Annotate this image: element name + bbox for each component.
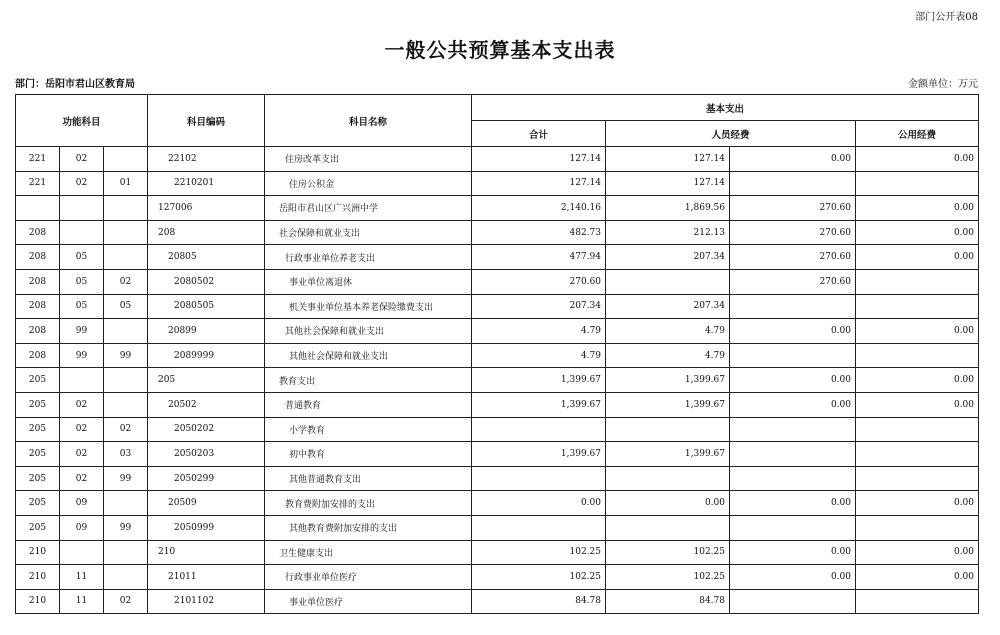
subject-name-cell: 教育费附加安排的支出 (265, 491, 472, 516)
total-cell: 102.25 (472, 540, 606, 565)
budget-table (15, 94, 979, 614)
public-cell: 0.00 (856, 368, 979, 393)
func-class-cell: 208 (16, 220, 60, 245)
func-class-cell: 208 (16, 319, 60, 344)
subject-code-cell: 2101102 (148, 589, 265, 614)
func-section-cell: 11 (60, 565, 104, 590)
personnel-cell: 1,399.67 (606, 392, 730, 417)
col-subject-code: 科目编码 (148, 95, 265, 147)
func-class-cell: 210 (16, 589, 60, 614)
func-class-cell: 205 (16, 368, 60, 393)
table-row (16, 417, 979, 442)
total-cell (472, 466, 606, 491)
col-personnel: 人员经费 (606, 121, 856, 147)
table-body (16, 147, 979, 614)
table-row (16, 392, 979, 417)
subject-code-cell: 2080502 (148, 269, 265, 294)
personnel-cell (606, 417, 730, 442)
subject-name-cell: 岳阳市君山区广兴洲中学 (265, 196, 472, 221)
func-item-cell: 01 (104, 171, 148, 196)
func-section-cell: 02 (60, 417, 104, 442)
func-item-cell (104, 565, 148, 590)
func-section-cell (60, 540, 104, 565)
public-cell: 0.00 (856, 491, 979, 516)
subject-code-cell: 2050202 (148, 417, 265, 442)
func-section-cell: 11 (60, 589, 104, 614)
subject-name-cell: 事业单位离退休 (265, 269, 472, 294)
total-cell: 127.14 (472, 171, 606, 196)
department-label: 部门：岳阳市君山区教育局 (15, 79, 135, 90)
public-cell (856, 589, 979, 614)
func-item-cell (104, 491, 148, 516)
subject-code-cell: 205 (148, 368, 265, 393)
personnel-cell: 207.34 (606, 294, 730, 319)
table-row (16, 565, 979, 590)
func-class-cell: 221 (16, 147, 60, 172)
personnel-cell: 212.13 (606, 220, 730, 245)
subject-code-cell: 2210201 (148, 171, 265, 196)
subject-name-cell: 其他社会保障和就业支出 (265, 319, 472, 344)
func-section-cell: 02 (60, 442, 104, 467)
total-cell: 477.94 (472, 245, 606, 270)
public-cell (856, 417, 979, 442)
personnel-cell: 84.78 (606, 589, 730, 614)
table-row (16, 442, 979, 467)
func-class-cell: 205 (16, 392, 60, 417)
func-section-cell: 02 (60, 147, 104, 172)
func-section-cell: 02 (60, 392, 104, 417)
subject-code-cell: 2050203 (148, 442, 265, 467)
subject-code-cell: 2050299 (148, 466, 265, 491)
func-item-cell (104, 368, 148, 393)
personnel-extra-cell: 270.60 (730, 220, 856, 245)
subject-code-cell: 127006 (148, 196, 265, 221)
total-cell (472, 417, 606, 442)
personnel-extra-cell (730, 417, 856, 442)
func-section-cell: 09 (60, 515, 104, 540)
func-section-cell (60, 196, 104, 221)
form-code-label: 部门公开表08 (915, 12, 978, 23)
func-item-cell: 03 (104, 442, 148, 467)
func-item-cell (104, 147, 148, 172)
func-class-cell: 205 (16, 466, 60, 491)
subject-name-cell: 住房改革支出 (265, 147, 472, 172)
personnel-extra-cell: 270.60 (730, 269, 856, 294)
personnel-extra-cell: 0.00 (730, 368, 856, 393)
total-cell: 102.25 (472, 565, 606, 590)
func-item-cell (104, 245, 148, 270)
personnel-cell: 1,399.67 (606, 442, 730, 467)
personnel-cell: 1,869.56 (606, 196, 730, 221)
total-cell (472, 515, 606, 540)
table-row (16, 171, 979, 196)
subject-code-cell: 2050999 (148, 515, 265, 540)
func-section-cell (60, 220, 104, 245)
table-row (16, 515, 979, 540)
personnel-cell: 1,399.67 (606, 368, 730, 393)
personnel-cell (606, 269, 730, 294)
personnel-extra-cell (730, 343, 856, 368)
total-cell: 482.73 (472, 220, 606, 245)
public-cell: 0.00 (856, 319, 979, 344)
subject-code-cell: 22102 (148, 147, 265, 172)
func-section-cell (60, 368, 104, 393)
total-cell: 1,399.67 (472, 392, 606, 417)
col-subject-name: 科目名称 (265, 95, 472, 147)
subject-name-cell: 初中教育 (265, 442, 472, 467)
func-item-cell: 02 (104, 417, 148, 442)
personnel-extra-cell (730, 466, 856, 491)
subject-name-cell: 小学教育 (265, 417, 472, 442)
public-cell (856, 343, 979, 368)
personnel-extra-cell (730, 442, 856, 467)
subject-name-cell: 教育支出 (265, 368, 472, 393)
personnel-extra-cell: 270.60 (730, 245, 856, 270)
personnel-extra-cell (730, 294, 856, 319)
personnel-extra-cell (730, 171, 856, 196)
personnel-cell (606, 515, 730, 540)
total-cell: 270.60 (472, 269, 606, 294)
personnel-cell (606, 466, 730, 491)
personnel-extra-cell: 0.00 (730, 319, 856, 344)
public-cell (856, 515, 979, 540)
subject-name-cell: 事业单位医疗 (265, 589, 472, 614)
public-cell (856, 442, 979, 467)
public-cell: 0.00 (856, 392, 979, 417)
table-row (16, 196, 979, 221)
public-cell: 0.00 (856, 147, 979, 172)
personnel-cell: 4.79 (606, 343, 730, 368)
table-row (16, 319, 979, 344)
personnel-extra-cell: 0.00 (730, 147, 856, 172)
total-cell: 1,399.67 (472, 368, 606, 393)
func-item-cell: 99 (104, 343, 148, 368)
func-class-cell: 205 (16, 442, 60, 467)
total-cell: 84.78 (472, 589, 606, 614)
subject-name-cell: 行政事业单位医疗 (265, 565, 472, 590)
subject-code-cell: 20805 (148, 245, 265, 270)
personnel-cell: 0.00 (606, 491, 730, 516)
func-section-cell: 05 (60, 245, 104, 270)
subject-name-cell: 机关事业单位基本养老保险缴费支出 (265, 294, 472, 319)
total-cell: 4.79 (472, 319, 606, 344)
subject-name-cell: 其他普通教育支出 (265, 466, 472, 491)
subject-name-cell: 社会保障和就业支出 (265, 220, 472, 245)
subject-code-cell: 210 (148, 540, 265, 565)
public-cell (856, 466, 979, 491)
table-row (16, 491, 979, 516)
page-title: 一般公共预算基本支出表 (384, 38, 616, 62)
col-func-subject: 功能科目 (16, 95, 148, 147)
func-class-cell: 208 (16, 245, 60, 270)
subject-code-cell: 20502 (148, 392, 265, 417)
col-total: 合计 (472, 121, 606, 147)
func-class-cell: 210 (16, 540, 60, 565)
public-cell: 0.00 (856, 220, 979, 245)
col-public: 公用经费 (856, 121, 979, 147)
public-cell: 0.00 (856, 245, 979, 270)
table-row (16, 540, 979, 565)
personnel-extra-cell (730, 515, 856, 540)
table-row (16, 368, 979, 393)
table-row (16, 466, 979, 491)
subject-name-cell: 卫生健康支出 (265, 540, 472, 565)
func-class-cell: 205 (16, 491, 60, 516)
func-section-cell: 05 (60, 294, 104, 319)
total-cell: 4.79 (472, 343, 606, 368)
total-cell: 207.34 (472, 294, 606, 319)
func-section-cell: 09 (60, 491, 104, 516)
personnel-cell: 207.34 (606, 245, 730, 270)
func-section-cell: 99 (60, 343, 104, 368)
subject-name-cell: 其他社会保障和就业支出 (265, 343, 472, 368)
header-row-1 (16, 95, 979, 121)
subject-name-cell: 普通教育 (265, 392, 472, 417)
public-cell (856, 294, 979, 319)
func-class-cell: 205 (16, 417, 60, 442)
func-item-cell: 02 (104, 589, 148, 614)
func-class-cell: 208 (16, 294, 60, 319)
public-cell: 0.00 (856, 540, 979, 565)
total-cell: 2,140.16 (472, 196, 606, 221)
public-cell: 0.00 (856, 565, 979, 590)
table-row (16, 343, 979, 368)
func-section-cell: 99 (60, 319, 104, 344)
subject-code-cell: 20509 (148, 491, 265, 516)
func-item-cell (104, 196, 148, 221)
personnel-extra-cell: 0.00 (730, 540, 856, 565)
table-row (16, 245, 979, 270)
table-row (16, 269, 979, 294)
total-cell: 127.14 (472, 147, 606, 172)
subject-code-cell: 21011 (148, 565, 265, 590)
func-item-cell: 05 (104, 294, 148, 319)
subject-name-cell: 行政事业单位养老支出 (265, 245, 472, 270)
total-cell: 0.00 (472, 491, 606, 516)
total-cell: 1,399.67 (472, 442, 606, 467)
func-item-cell: 02 (104, 269, 148, 294)
func-item-cell: 99 (104, 466, 148, 491)
personnel-cell: 127.14 (606, 147, 730, 172)
personnel-extra-cell (730, 589, 856, 614)
personnel-extra-cell: 0.00 (730, 392, 856, 417)
public-cell: 0.00 (856, 196, 979, 221)
func-item-cell (104, 220, 148, 245)
func-class-cell: 208 (16, 269, 60, 294)
func-item-cell (104, 540, 148, 565)
personnel-extra-cell: 270.60 (730, 196, 856, 221)
amount-unit-label: 金额单位：万元 (908, 79, 978, 90)
func-class-cell: 210 (16, 565, 60, 590)
func-class-cell: 205 (16, 515, 60, 540)
personnel-cell: 127.14 (606, 171, 730, 196)
table-row (16, 589, 979, 614)
subject-code-cell: 20899 (148, 319, 265, 344)
func-class-cell: 208 (16, 343, 60, 368)
func-section-cell: 05 (60, 269, 104, 294)
personnel-cell: 4.79 (606, 319, 730, 344)
func-class-cell: 221 (16, 171, 60, 196)
subject-name-cell: 其他教育费附加安排的支出 (265, 515, 472, 540)
public-cell (856, 269, 979, 294)
func-item-cell (104, 392, 148, 417)
personnel-cell: 102.25 (606, 540, 730, 565)
table-row (16, 147, 979, 172)
personnel-extra-cell: 0.00 (730, 565, 856, 590)
col-basic-expense: 基本支出 (472, 95, 979, 121)
subject-code-cell: 2080505 (148, 294, 265, 319)
table-row (16, 294, 979, 319)
func-section-cell: 02 (60, 171, 104, 196)
func-item-cell: 99 (104, 515, 148, 540)
subject-name-cell: 住房公积金 (265, 171, 472, 196)
func-section-cell: 02 (60, 466, 104, 491)
personnel-cell: 102.25 (606, 565, 730, 590)
subject-code-cell: 208 (148, 220, 265, 245)
table-row (16, 220, 979, 245)
subject-code-cell: 2089999 (148, 343, 265, 368)
public-cell (856, 171, 979, 196)
func-class-cell (16, 196, 60, 221)
personnel-extra-cell: 0.00 (730, 491, 856, 516)
func-item-cell (104, 319, 148, 344)
